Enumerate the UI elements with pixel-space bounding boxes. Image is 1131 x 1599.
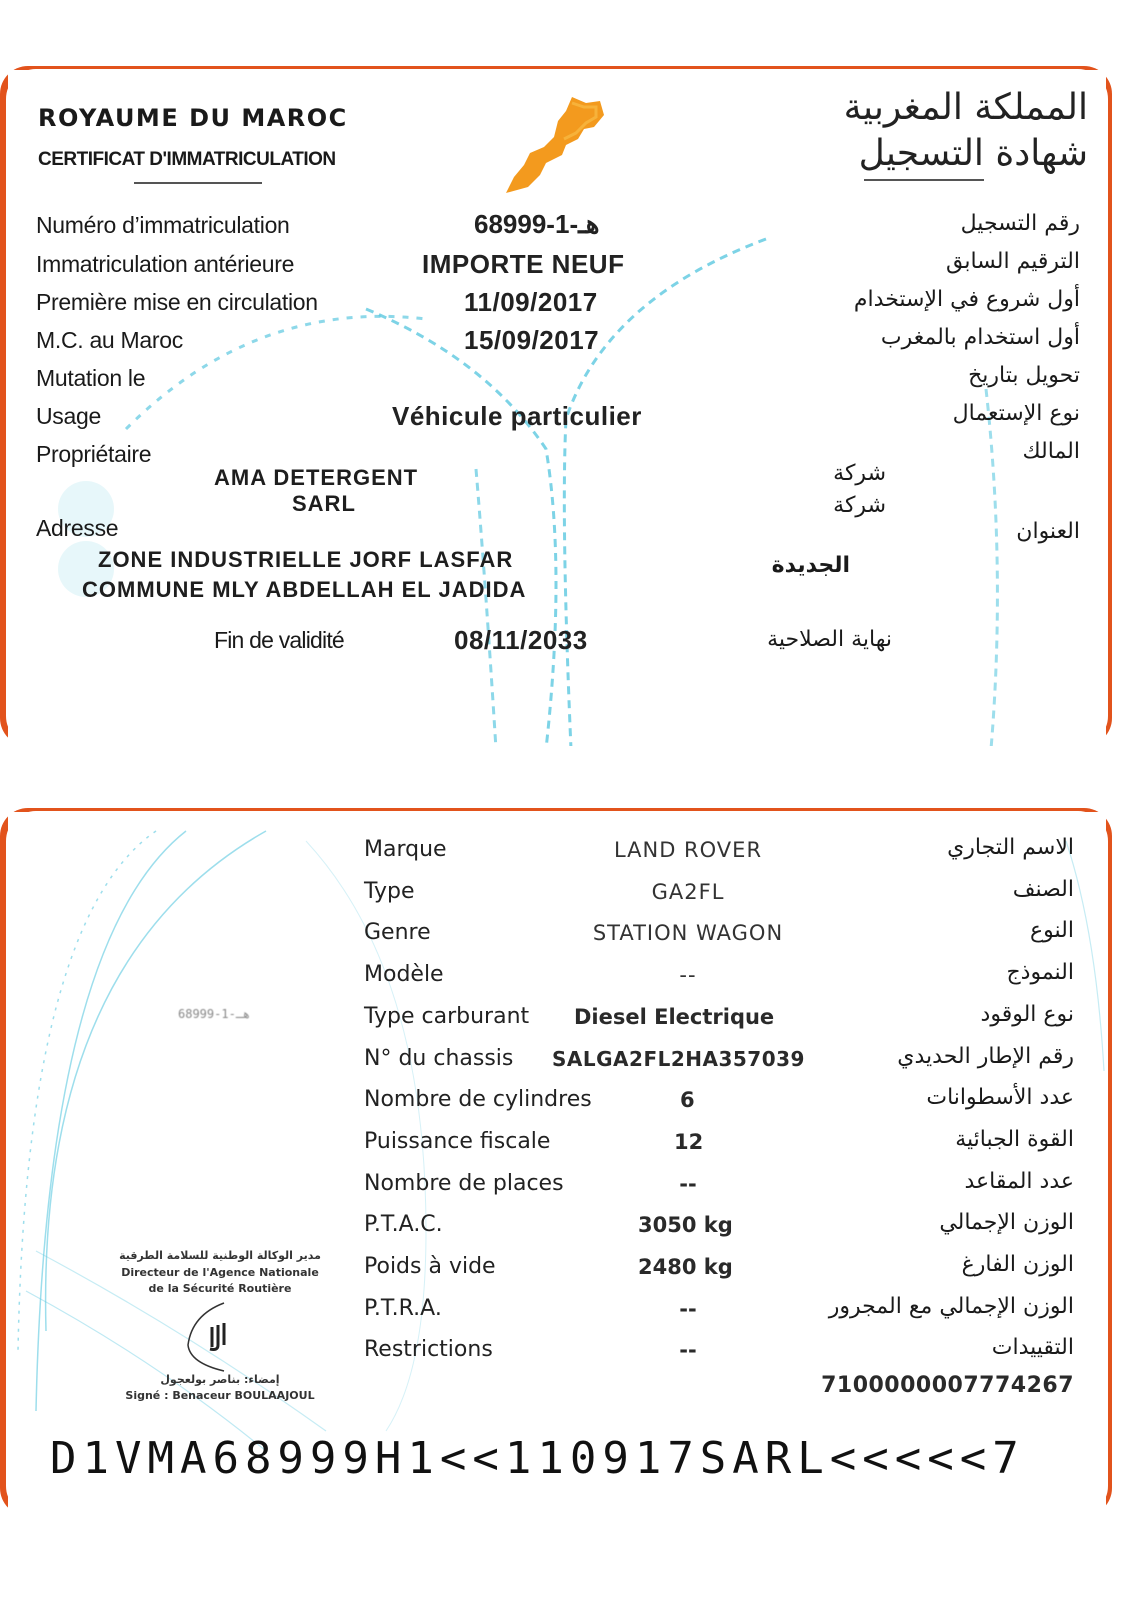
owner-name-ar-line1: شركة <box>833 461 886 486</box>
first-circulation-label-ar: أول شروع في الإستخدام <box>853 287 1080 312</box>
validity-value: 08/11/2033 <box>454 625 588 655</box>
vehicle-field-label: Poids à vide <box>364 1254 496 1279</box>
guilloche-pattern <box>6 811 1108 1516</box>
owner-label-ar: المالك <box>1022 439 1080 464</box>
vehicle-field-label: Type carburant <box>364 1003 530 1029</box>
document-title-ar: شهادة التسجيل <box>858 133 1088 174</box>
certificate-front-card <box>0 66 1112 746</box>
mc-morocco-value: 15/09/2017 <box>464 325 600 355</box>
vehicle-field-label-ar: الاسم التجاري <box>947 835 1074 860</box>
document-number: 7100000007774267 <box>821 1373 1074 1398</box>
vehicle-field-label-ar: عدد الأسطوانات <box>926 1085 1074 1111</box>
vehicle-field-label: Type <box>364 878 415 904</box>
vehicle-field-label-ar: التقييدات <box>991 1335 1074 1361</box>
document-title-fr: CERTIFICAT D'IMMATRICULATION <box>38 149 336 170</box>
small-serial-number: 68999-هـ-1 <box>178 1007 251 1021</box>
signature-title-fr-line2: de la Sécurité Routière <box>148 1282 292 1295</box>
vehicle-field-label-ar: الصنف <box>1012 876 1074 902</box>
vehicle-field-label: P.T.A.C. <box>364 1212 443 1238</box>
title-underline-ar <box>864 179 984 181</box>
validity-label: Fin de validité <box>214 627 344 653</box>
vehicle-field-label: Restrictions <box>364 1337 493 1363</box>
vehicle-field-label: Genre <box>364 920 431 946</box>
vehicle-field-label: Marque <box>364 837 447 862</box>
first-circulation-value: 11/09/2017 <box>464 287 598 317</box>
vehicle-field-label-ar: الوزن الفارغ <box>961 1252 1074 1277</box>
address-city-ar: الجديدة <box>771 553 850 578</box>
vehicle-field-value: -- <box>679 1171 697 1196</box>
vehicle-field-label-ar: النموذج <box>1006 960 1074 986</box>
vehicle-field-value: 2480 kg <box>638 1255 733 1279</box>
country-name-fr: ROYAUME DU MAROC <box>38 104 348 132</box>
mc-morocco-label-ar: أول استخدام بالمغرب <box>880 325 1080 350</box>
usage-label: Usage <box>36 403 101 429</box>
validity-label-ar: نهاية الصلاحية <box>767 627 892 652</box>
vehicle-field-value: -- <box>679 1338 697 1363</box>
previous-registration-label-ar: الترقيم السابق <box>946 249 1080 274</box>
vehicle-field-label-ar: القوة الجبائية <box>955 1126 1074 1152</box>
owner-name-ar-line2: شركة <box>833 493 886 518</box>
vehicle-field-value: LAND ROVER <box>613 838 763 862</box>
vehicle-field-value: 6 <box>680 1088 695 1113</box>
signed-by-ar: إمضاء: بناصر بولعجول <box>160 1373 280 1386</box>
card-front-surface <box>6 69 1108 746</box>
signature-title-ar: مدير الوكالة الوطنية للسلامة الطرقية <box>119 1249 321 1262</box>
registration-number-label: Numéro d’immatriculation <box>36 212 290 238</box>
vehicle-field-value: SALGA2FL2HA357039 <box>552 1046 805 1071</box>
address-line2: COMMUNE MLY ABDELLAH EL JADIDA <box>82 577 527 602</box>
usage-value: Véhicule particulier <box>392 401 642 431</box>
country-name-ar: المملكة المغربية <box>843 87 1088 128</box>
previous-registration-value: IMPORTE NEUF <box>422 249 625 279</box>
vehicle-field-value: -- <box>679 963 697 988</box>
address-line1: ZONE INDUSTRIELLE JORF LASFAR <box>98 547 514 572</box>
signature-title-fr-line1: Directeur de l'Agence Nationale <box>121 1266 319 1279</box>
vehicle-field-label: N° du chassis <box>364 1045 514 1071</box>
first-circulation-label: Première mise en circulation <box>36 289 318 315</box>
mutation-label-ar: تحويل بتاريخ <box>968 363 1080 388</box>
vehicle-field-label-ar: الوزن الإجمالي مع المجرور <box>828 1293 1074 1319</box>
address-label: Adresse <box>36 515 119 541</box>
vehicle-field-label-ar: رقم الإطار الحديدي <box>897 1043 1074 1069</box>
owner-label: Propriétaire <box>36 441 152 467</box>
machine-readable-zone: D1VMA68999H1<<110917SARL<<<<<7 <box>50 1433 1025 1484</box>
vehicle-field-value: -- <box>679 1296 697 1321</box>
mutation-label: Mutation le <box>36 365 146 391</box>
vehicle-field-label-ar: الوزن الإجمالي <box>939 1210 1074 1236</box>
card-back-surface <box>6 811 1108 1516</box>
vehicle-field-value: GA2FL <box>651 879 725 904</box>
vehicle-field-label-ar: النوع <box>1030 918 1074 944</box>
vehicle-field-label: P.T.R.A. <box>364 1295 442 1321</box>
morocco-map-icon <box>500 93 610 197</box>
vehicle-field-value: Diesel Electrique <box>574 1004 775 1029</box>
signature-mark-icon <box>174 1297 264 1377</box>
signed-by-fr: Signé : Benaceur BOULAAJOUL <box>125 1389 315 1402</box>
title-underline-fr <box>134 182 262 184</box>
owner-name-line2: SARL <box>292 491 356 516</box>
address-label-ar: العنوان <box>1016 519 1080 544</box>
vehicle-field-label: Modèle <box>364 962 444 988</box>
vehicle-field-label: Nombre de cylindres <box>364 1087 592 1113</box>
vehicle-field-value: 12 <box>674 1129 704 1154</box>
mc-morocco-label: M.C. au Maroc <box>36 327 183 353</box>
usage-label-ar: نوع الإستعمال <box>952 401 1080 426</box>
vehicle-field-label: Nombre de places <box>364 1170 564 1196</box>
vehicle-field-value: 3050 kg <box>638 1213 733 1238</box>
vehicle-field-label-ar: عدد المقاعد <box>964 1168 1074 1194</box>
vehicle-field-value: STATION WAGON <box>592 921 784 946</box>
vehicle-field-label-ar: نوع الوقود <box>980 1001 1074 1027</box>
vehicle-field-label: Puissance fiscale <box>364 1128 551 1154</box>
previous-registration-label: Immatriculation antérieure <box>36 251 295 277</box>
certificate-back-card <box>0 808 1112 1516</box>
registration-number-label-ar: رقم التسجيل <box>960 211 1080 236</box>
owner-name-line1: AMA DETERGENT <box>214 465 419 490</box>
registration-number-value: 68999-هـ-1 <box>474 209 600 239</box>
